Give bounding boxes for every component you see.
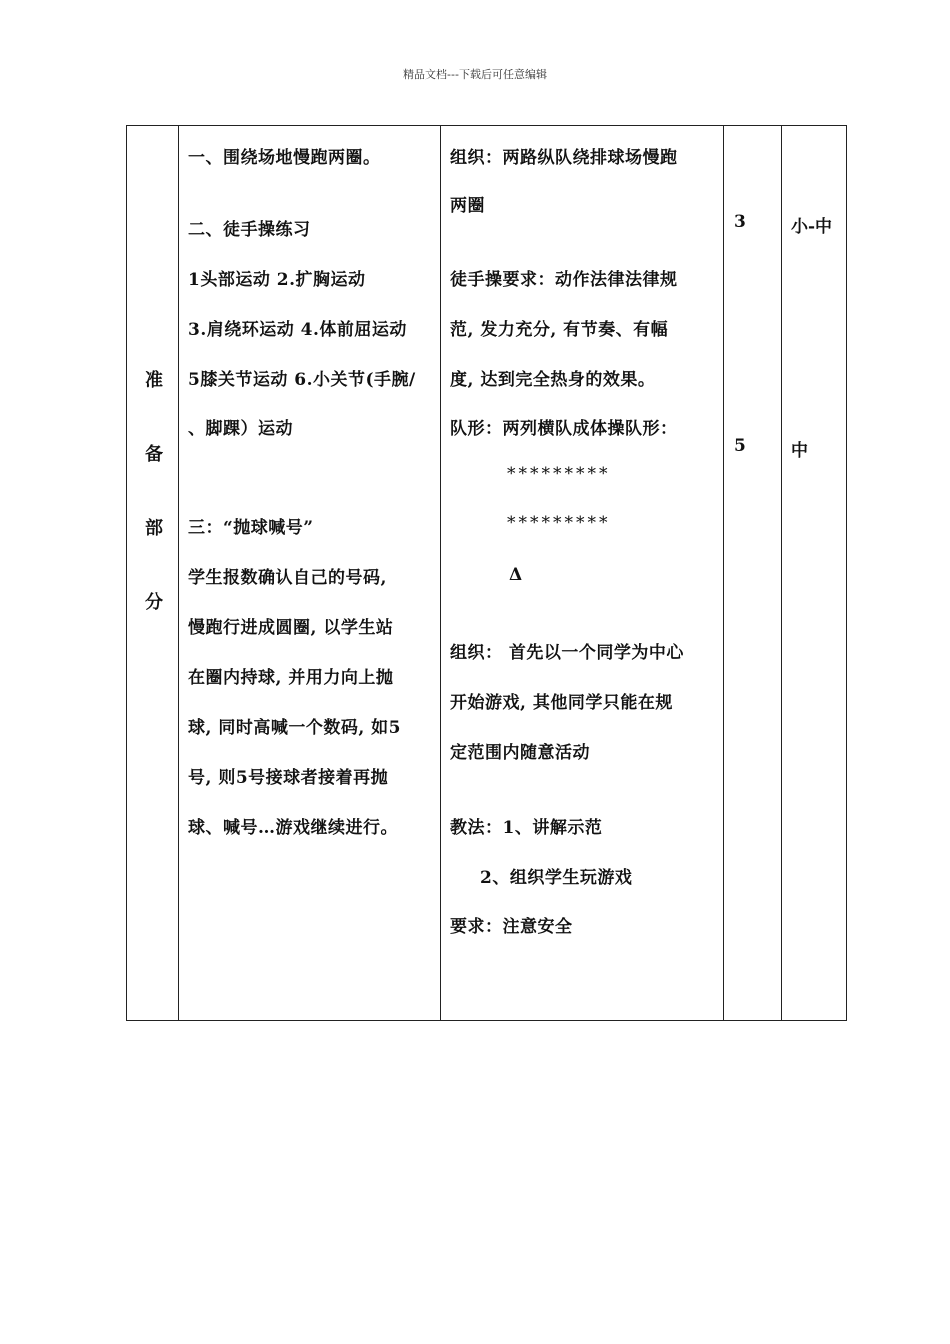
method-line: 组织：两路纵队绕排球场慢跑 — [450, 148, 678, 168]
content-line: 学生报数确认自己的号码, — [188, 568, 387, 588]
method-line: 开始游戏, 其他同学只能在规 — [450, 693, 673, 713]
method-line: 2、组织学生玩游戏 — [480, 868, 633, 888]
column-divider — [781, 126, 782, 1020]
method-line: 范, 发力充分, 有节奏、有幅 — [450, 320, 669, 340]
teacher-marker: Δ — [509, 565, 523, 585]
section-char: 部 — [145, 518, 163, 539]
formation-row: ********* — [507, 513, 611, 533]
section-char: 准 — [145, 370, 163, 391]
column-divider — [723, 126, 724, 1020]
section-char: 分 — [145, 592, 163, 613]
content-line: 、脚踝）运动 — [188, 419, 293, 439]
method-line: 组织： 首先以一个同学为中心 — [450, 643, 684, 663]
method-line: 度, 达到完全热身的效果。 — [450, 370, 656, 390]
method-line: 两圈 — [450, 196, 485, 216]
page-header: 精品文档---下载后可任意编辑 — [403, 68, 547, 81]
section-char: 备 — [145, 444, 163, 465]
time-value: 3 — [734, 212, 746, 232]
lesson-table — [126, 125, 847, 1021]
content-line: 慢跑行进成圆圈, 以学生站 — [188, 618, 394, 638]
content-line: 球、喊号…游戏继续进行。 — [188, 818, 398, 838]
method-line: 教法：1、讲解示范 — [450, 818, 603, 838]
intensity-value: 小-中 — [791, 217, 833, 237]
time-value: 5 — [734, 436, 746, 456]
column-divider — [178, 126, 179, 1020]
formation-row: ********* — [507, 464, 611, 484]
method-line: 队形：两列横队成体操队形： — [450, 419, 678, 439]
content-line: 1头部运动 2.扩胸运动 — [188, 270, 366, 290]
content-line: 3.肩绕环运动 4.体前屈运动 — [188, 320, 407, 340]
method-line: 徒手操要求：动作法律法律规 — [450, 270, 678, 290]
content-line: 在圈内持球, 并用力向上抛 — [188, 668, 394, 688]
content-line: 5膝关节运动 6.小关节(手腕/ — [188, 370, 416, 390]
content-line: 一、围绕场地慢跑两圈。 — [188, 148, 381, 168]
content-line: 三：“抛球喊号” — [188, 518, 314, 538]
method-line: 要求：注意安全 — [450, 917, 573, 937]
content-line: 号, 则5号接球者接着再抛 — [188, 768, 389, 788]
method-line: 定范围内随意活动 — [450, 743, 590, 763]
content-line: 球, 同时高喊一个数码, 如5 — [188, 718, 402, 738]
column-divider — [440, 126, 441, 1020]
content-line: 二、徒手操练习 — [188, 220, 311, 240]
intensity-value: 中 — [791, 441, 808, 461]
